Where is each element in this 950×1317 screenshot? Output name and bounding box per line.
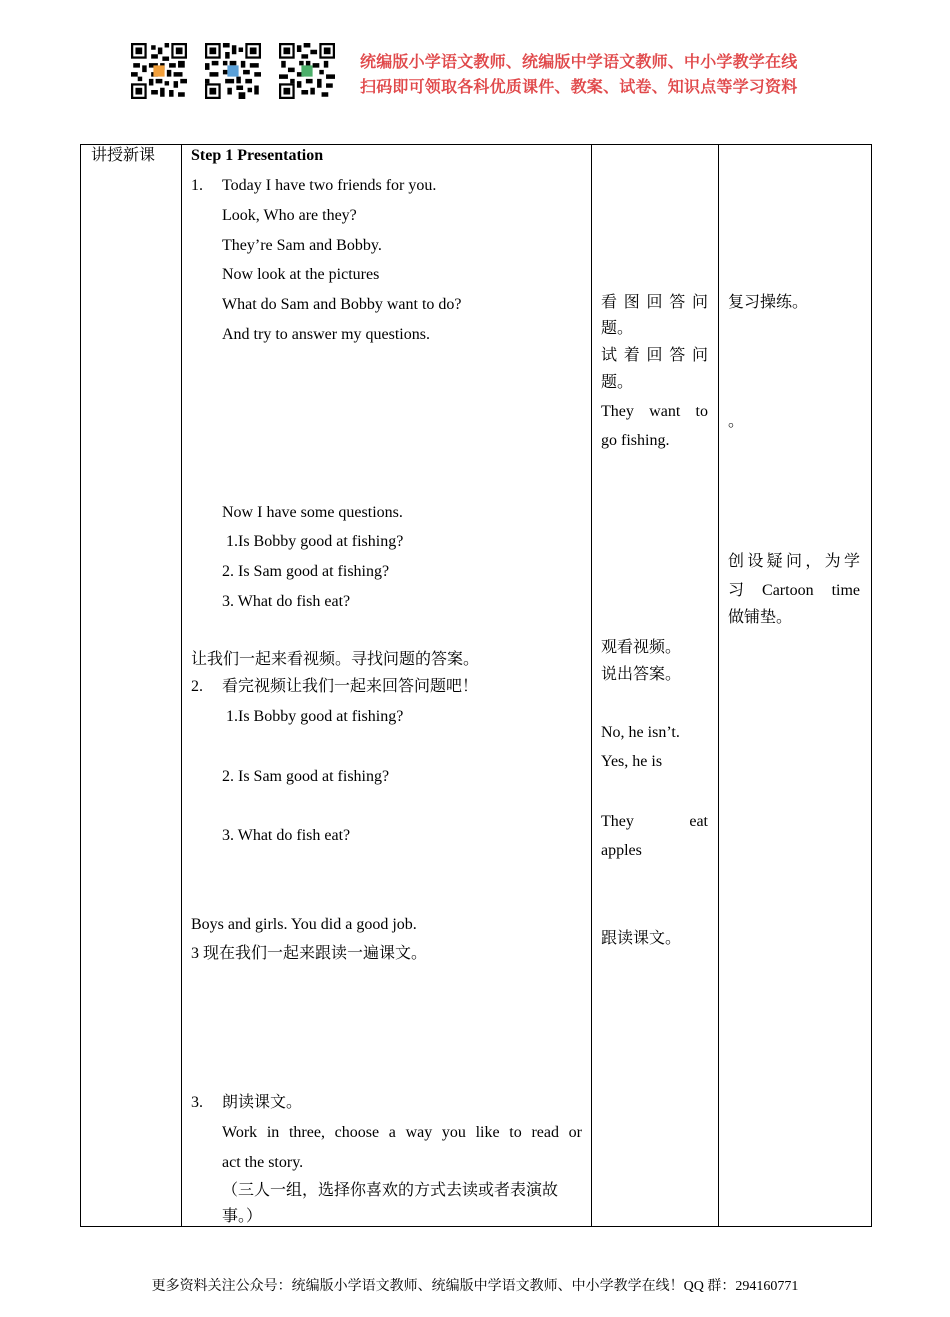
section-label: 讲授新课 [91,147,156,164]
word: to [695,403,708,420]
char: 问 [785,553,802,570]
follow-read-line: 3 现在我们一起来跟读一遍课文。 [191,945,428,962]
answer-prompt: 看完视频让我们一起来回答问题吧！ [222,678,479,695]
step-title: Step 1 Presentation [191,147,324,164]
intro-line: And try to answer my questions. [222,326,430,343]
word: to [509,1124,522,1141]
char: 答 [669,294,686,311]
lesson-table [80,144,872,1227]
question-item: 3. What do fish eat? [222,827,351,844]
intent-line: 复习操练。 [728,294,809,311]
student-line: 说出答案。 [601,666,682,683]
char: 问 [691,347,708,364]
question-item: 1.Is Bobby good at fishing? [226,708,404,725]
student-line: go fishing. [601,432,670,449]
item-number: 1. [191,177,203,194]
char: 学 [843,553,860,570]
intro-line: What do Sam and Bobby want to do? [222,296,462,313]
read-instruction-cn: 事。） [222,1208,263,1225]
footer-note: 更多资料关注公众号：统编版小学语文教师、统编版中学语文教师、中小学教学在线！QQ 群：294160771 [151,1279,799,1294]
header-line-2: 扫码即可领取各科优质课件、教案、试卷、知识点等学习资料 [360,77,798,96]
char: 试 [601,347,618,364]
qr-code-icon [279,43,335,99]
answer-line: No, he isn’t. [601,724,680,741]
answer-line: Yes, he is [601,753,663,770]
question-item: 3. What do fish eat? [222,593,351,610]
item-number: 3. [191,1094,203,1111]
student-line [601,293,708,313]
header-line-1: 统编版小学语文教师、统编版中学语文教师、中小学教学在线 [360,52,798,71]
char: 回 [646,347,663,364]
word: in [266,1124,280,1141]
word: They [601,403,634,420]
video-prompt: 让我们一起来看视频。寻找问题的答案。 [191,651,480,668]
word: They [601,813,634,830]
word: or [568,1124,582,1141]
char: 回 [646,294,663,311]
char: 图 [623,294,640,311]
intro-line: They’re Sam and Bobby. [222,237,382,254]
questions-intro: Now I have some questions. [222,504,403,521]
char: 为 [824,553,841,570]
word: want [649,403,681,420]
char: 疑 [766,553,783,570]
word: you [441,1124,466,1141]
read-title: 朗读课文。 [222,1094,303,1111]
question-item: 2. Is Sam good at fishing? [222,563,390,580]
word: Work [222,1124,258,1141]
word: like [475,1124,500,1141]
intro-line: Look, Who are they? [222,207,357,224]
student-line [601,346,708,366]
student-line: 观看视频。 [601,639,682,656]
word: 习 [728,582,745,599]
read-instruction: act the story. [222,1154,304,1171]
char: 看 [601,294,618,311]
intent-line [728,581,860,601]
word: Cartoon [762,582,814,599]
section-cell [81,145,182,1227]
word: way [405,1124,433,1141]
teacher-activity-cell [182,145,592,1227]
read-instruction [222,1123,582,1143]
design-intent-cell [719,145,872,1227]
word: three, [288,1124,325,1141]
intro-line: Now look at the pictures [222,266,380,283]
word: eat [689,813,708,830]
intent-line: 做铺垫。 [728,609,793,626]
word: read [531,1124,559,1141]
read-instruction-cn: （三人一组，选择你喜欢的方式去读或者表演故 [222,1182,559,1199]
intro-line: Today I have two friends for you. [222,177,437,194]
answer-line: apples [601,842,642,859]
qr-code-icon [205,43,261,99]
answer-line [601,812,708,832]
student-activity-cell [592,145,719,1227]
question-item: 2. Is Sam good at fishing? [222,768,390,785]
intent-line: 。 [728,413,745,430]
word: choose [334,1124,380,1141]
qr-code-icon [131,43,187,99]
char: 问 [691,294,708,311]
student-line [601,402,708,422]
word: a [388,1124,396,1141]
question-item: 1.Is Bobby good at fishing? [226,533,404,550]
char: ， [805,553,822,570]
intent-line [728,552,860,572]
student-line: 跟读课文。 [601,930,682,947]
student-line: 题。 [601,374,634,391]
word: time [831,582,860,599]
praise-line: Boys and girls. You did a good job. [191,916,417,933]
char: 答 [669,347,686,364]
student-line: 题。 [601,320,634,337]
char: 创 [728,553,745,570]
item-number: 2. [191,678,203,695]
char: 设 [747,553,764,570]
char: 着 [623,347,640,364]
